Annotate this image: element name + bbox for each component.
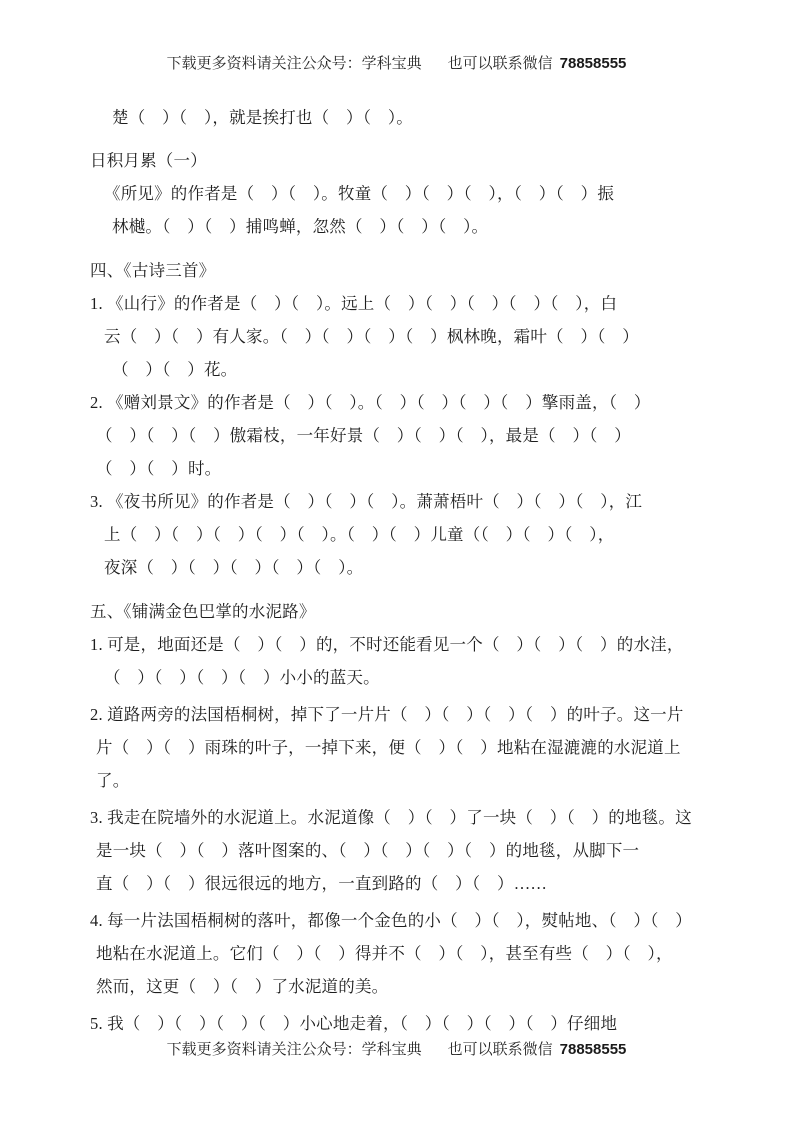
fill-blank-line: 《所见》的作者是（ ）（ ）。牧童（ ）（ ）（ ），（ ）（ ）振 bbox=[104, 184, 615, 203]
question-item-1 bbox=[90, 628, 720, 694]
fill-blank-line: 4. 每一片法国梧桐树的落叶，都像一个金色的小（ ）（ ），熨帖地、（ ）（ ） bbox=[90, 911, 692, 930]
fill-blank-line: 上（ ）（ ）（ ）（ ）（ ）。（ ）（ ）儿童（（ ）（ ）（ ）， bbox=[104, 525, 615, 544]
promo-header-wechat-number: 78858555 bbox=[559, 55, 627, 72]
promo-footer bbox=[0, 1038, 793, 1059]
promo-header-text-1: 下载更多资料请关注公众号：学科宝典 bbox=[166, 56, 422, 72]
fill-blank-line: 1. 《山行》的作者是（ ）（ ）。远上（ ）（ ）（ ）（ ）（ ），白 bbox=[90, 294, 618, 313]
worksheet-content bbox=[90, 101, 720, 1040]
fill-blank-line: 2. 《赠刘景文》的作者是（ ）（ ）。（ ）（ ）（ ）（ ）擎雨盖，（ ） bbox=[90, 393, 651, 412]
section-5-heading: 五、《铺满金色巴掌的水泥路》 bbox=[90, 602, 316, 621]
fill-blank-line: 5. 我（ ）（ ）（ ）（ ）小心地走着，（ ）（ ）（ ）（ ）仔细地 bbox=[90, 1014, 618, 1033]
fill-blank-line: 夜深（ ）（ ）（ ）（ ）（ ）。 bbox=[104, 558, 364, 577]
fill-blank-line: 3. 我走在院墙外的水泥道上。水泥道像（ ）（ ）了一块（ ）（ ）的地毯。这 bbox=[90, 808, 692, 827]
fill-blank-line: 3. 《夜书所见》的作者是（ ）（ ）（ ）。萧萧梧叶（ ）（ ）（ ），江 bbox=[90, 492, 643, 511]
fill-blank-line: 1. 可是，地面还是（ ）（ ）的，不时还能看见一个（ ）（ ）（ ）的水洼， bbox=[90, 635, 684, 654]
fill-blank-line: 楚（ ）（ ），就是挨打也（ ）（ ）。 bbox=[112, 108, 413, 127]
daily-accumulation-heading: 日积月累（一） bbox=[90, 151, 207, 170]
question-item-2 bbox=[90, 698, 720, 797]
question-item-zengliujingwen bbox=[90, 386, 720, 485]
fill-blank-line: （ ）（ ）花。 bbox=[112, 360, 238, 379]
fill-blank-line: 是一块（ ）（ ）落叶图案的、（ ）（ ）（ ）（ ）的地毯，从脚下一 bbox=[96, 841, 640, 860]
fill-blank-line: 直（ ）（ ）很远很远的地方，一直到路的（ ）（ ）…… bbox=[96, 874, 548, 893]
question-item-3 bbox=[90, 801, 720, 900]
question-item-5 bbox=[90, 1007, 720, 1040]
fill-blank-line: 了。 bbox=[96, 771, 130, 790]
fill-blank-line: （ ）（ ）时。 bbox=[96, 459, 222, 478]
fill-blank-line: 地粘在水泥道上。它们（ ）（ ）得并不（ ）（ ），甚至有些（ ）（ ）， bbox=[96, 944, 673, 963]
fill-blank-line: （ ）（ ）（ ）傲霜枝，一年好景（ ）（ ）（ ），最是（ ）（ ） bbox=[96, 426, 631, 445]
fill-blank-line: 片（ ）（ ）雨珠的叶子，一掉下来，便（ ）（ ）地粘在湿漉漉的水泥道上 bbox=[96, 738, 681, 757]
promo-footer-text-2: 也可以联系微信 bbox=[447, 1042, 553, 1058]
question-item-yeshusuojian bbox=[90, 485, 720, 584]
fill-blank-line: 林樾。（ ）（ ）捕鸣蝉，忽然（ ）（ ）（ ）。 bbox=[112, 217, 489, 236]
section-4-heading: 四、《古诗三首》 bbox=[90, 261, 216, 280]
promo-header-text-2: 也可以联系微信 bbox=[447, 56, 553, 72]
fill-blank-line: 2. 道路两旁的法国梧桐树，掉下了一片片（ ）（ ）（ ）（ ）的叶子。这一片 bbox=[90, 705, 684, 724]
promo-footer-text-1: 下载更多资料请关注公众号：学科宝典 bbox=[166, 1042, 422, 1058]
fill-blank-line: （ ）（ ）（ ）（ ）小小的蓝天。 bbox=[104, 668, 380, 687]
question-item-shanxing bbox=[90, 287, 720, 386]
fill-blank-line: 然而，这更（ ）（ ）了水泥道的美。 bbox=[96, 977, 389, 996]
promo-header bbox=[0, 52, 793, 73]
promo-footer-wechat-number: 78858555 bbox=[559, 1041, 627, 1058]
question-item-4 bbox=[90, 904, 720, 1003]
fill-blank-line: 云（ ）（ ）有人家。（ ）（ ）（ ）（ ）枫林晚，霜叶（ ）（ ） bbox=[104, 327, 639, 346]
